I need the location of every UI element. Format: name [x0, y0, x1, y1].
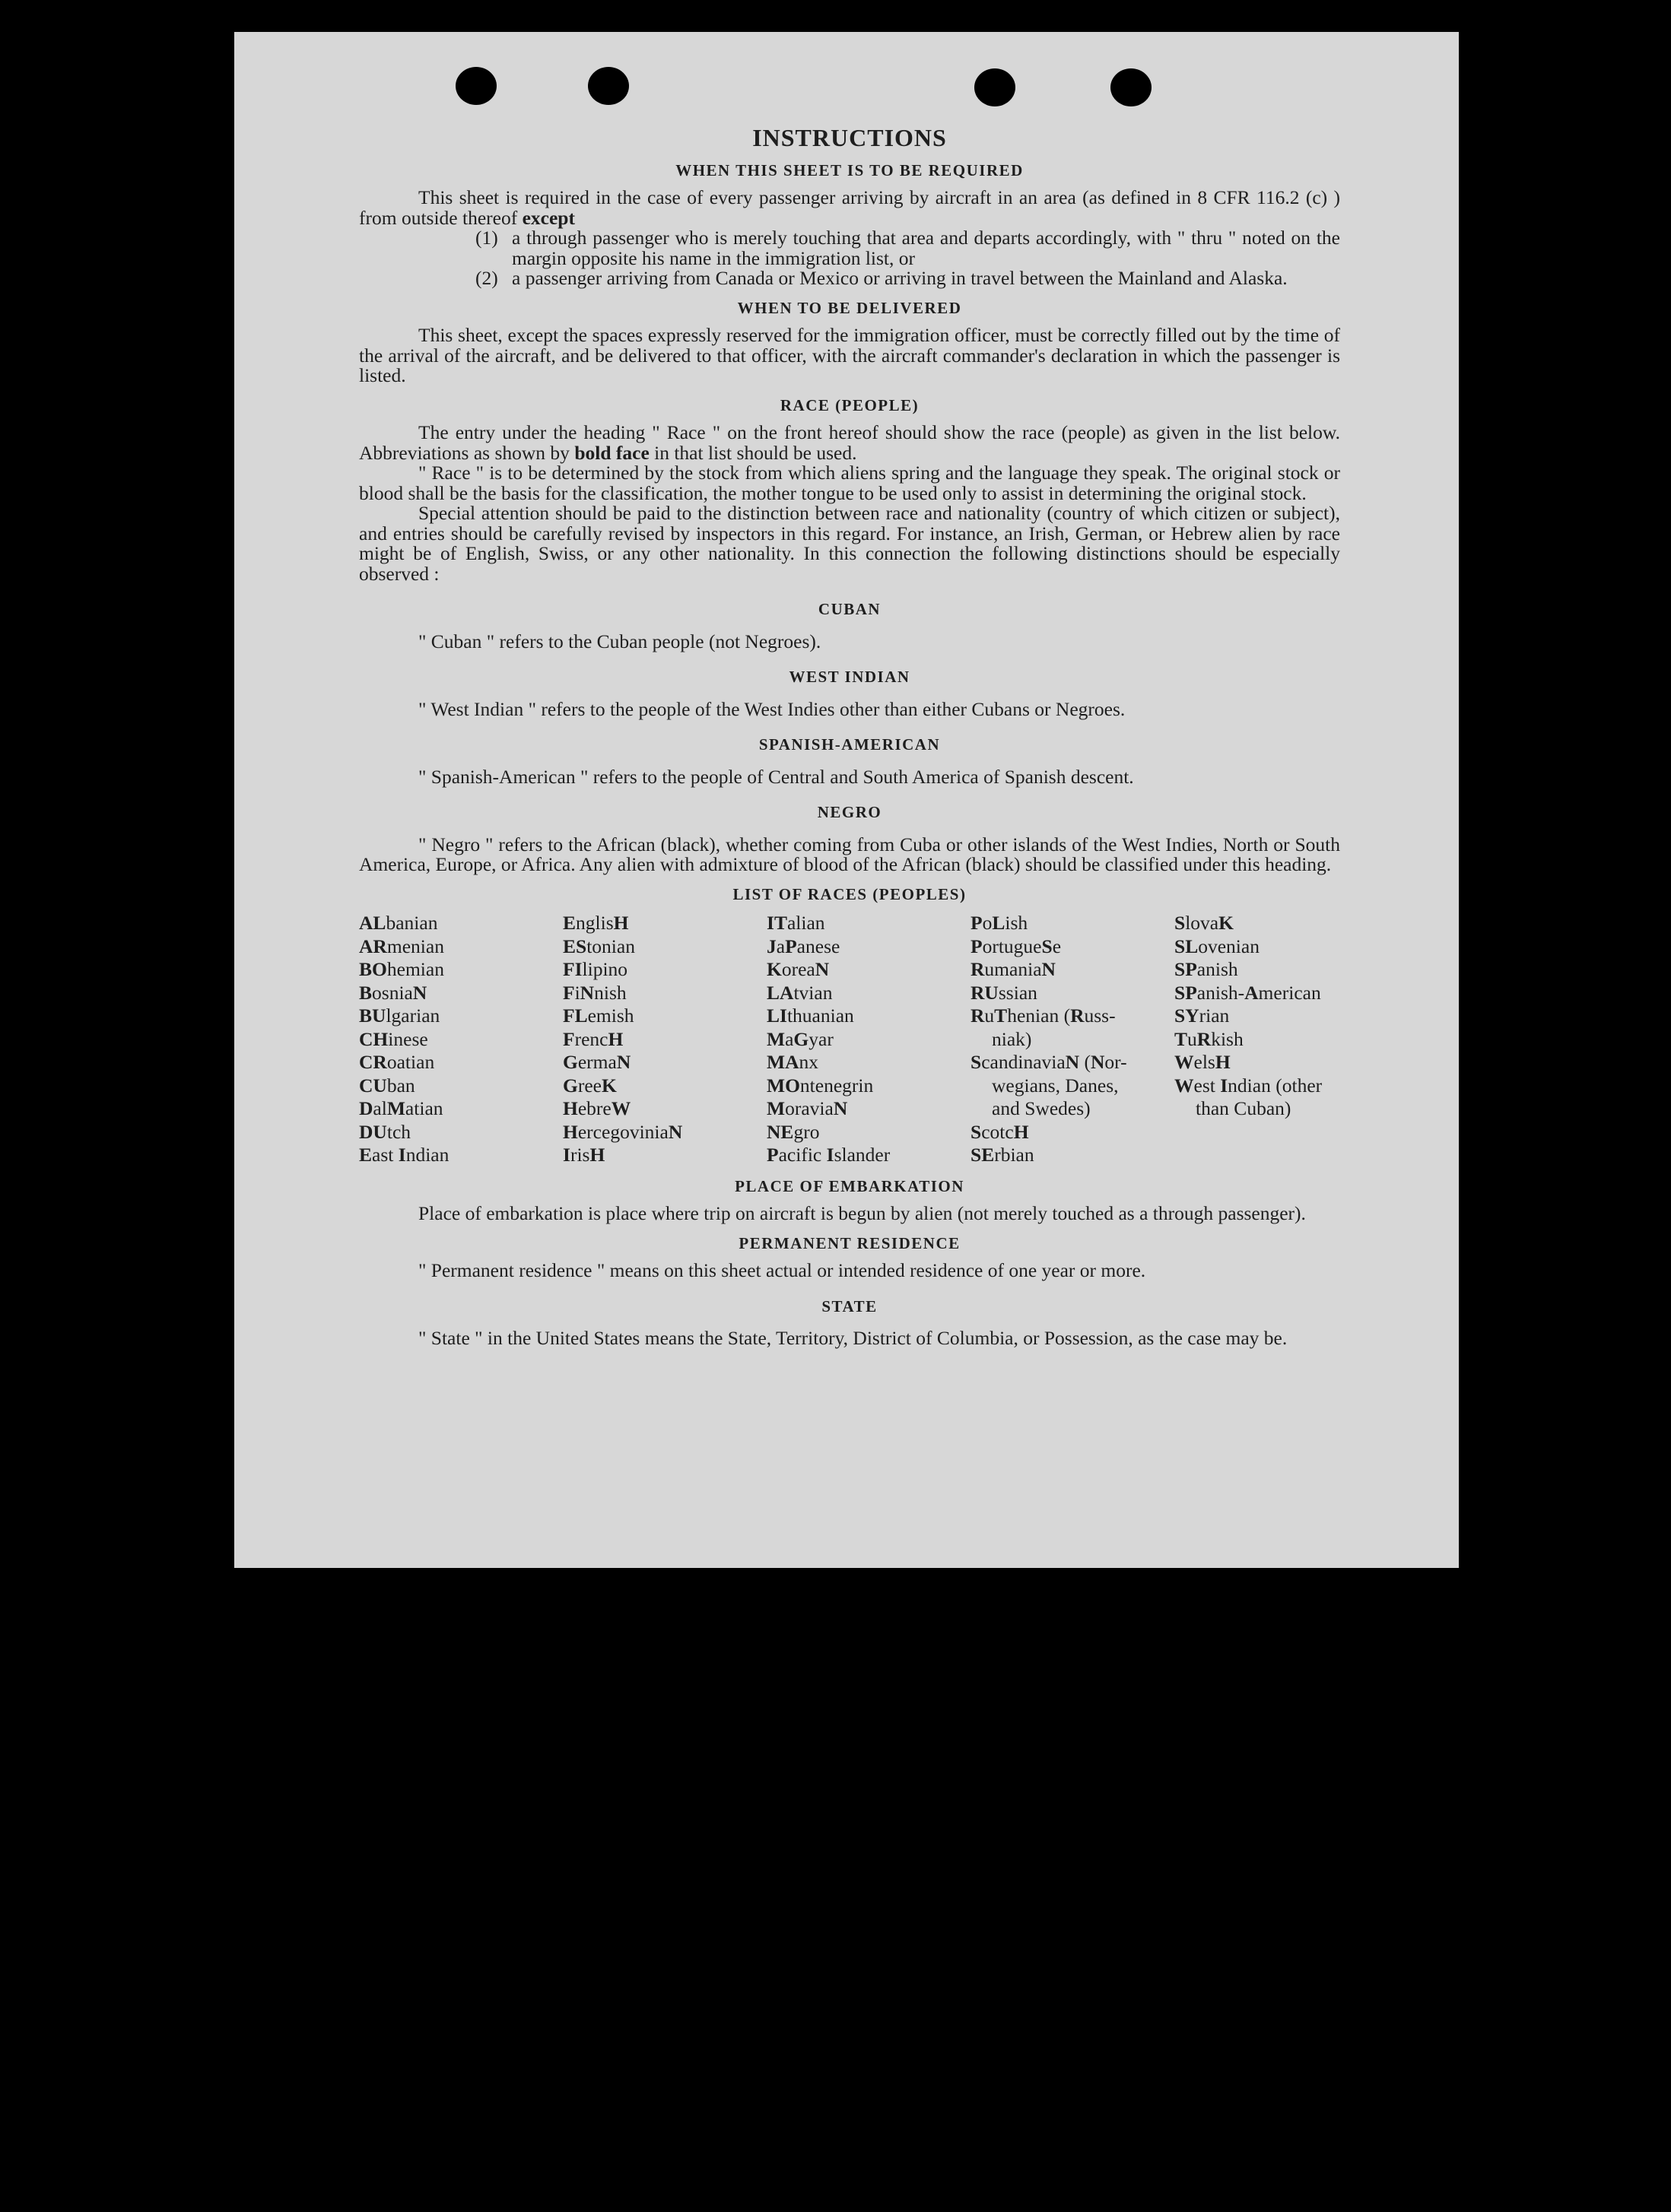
race-entry: EnglisH	[563, 912, 629, 934]
paragraph: " Spanish-American " refers to the people of Central and South America of Spanish descent.	[418, 765, 1134, 788]
section-heading: WEST INDIAN	[789, 668, 910, 686]
races-column	[971, 912, 1174, 1167]
paragraph: Special attention should be paid to the distinction between race and nationality (country of which citizen or subject), and entries should be carefully revised by inspectors in this regard. For instance, an Irish, German, or Hebrew alien by race might be of English, Swiss, or any other nationality. In this connection the following distinctions should be especially observed :	[359, 502, 1340, 585]
race-entry: Pacific Islander	[767, 1144, 891, 1166]
race-entry: BUlgarian	[359, 1004, 440, 1027]
race-entry: than Cuban)	[1196, 1097, 1291, 1119]
race-entry: MoraviaN	[767, 1097, 848, 1119]
section-heading: CUBAN	[818, 600, 882, 618]
section-heading: NEGRO	[817, 803, 882, 821]
races-column	[359, 912, 563, 1167]
race-entry: CHinese	[359, 1027, 428, 1050]
race-entry: HebreW	[563, 1097, 631, 1119]
race-entry: MaGyar	[767, 1027, 834, 1050]
race-entry: ScandinaviaN (Nor-	[971, 1051, 1127, 1073]
race-entry: SPanish	[1174, 958, 1238, 980]
bold-text: except	[522, 206, 575, 229]
race-entry: WelsH	[1174, 1051, 1231, 1073]
race-entry: KoreaN	[767, 958, 830, 980]
section-heading: PERMANENT RESIDENCE	[739, 1233, 961, 1252]
item-number: (2)	[475, 267, 498, 289]
punch-hole	[588, 67, 629, 105]
section-heading: RACE (PEOPLE)	[780, 395, 920, 414]
race-entry: RuThenian (Russ-	[971, 1004, 1116, 1027]
race-entry: East Indian	[359, 1144, 450, 1166]
race-entry: NEgro	[767, 1120, 820, 1143]
paragraph: " Race " is to be determined by the stock from which aliens spring and the language they speak. The original stock or blood shall be the basis for the classification, the mother tongue to be used only to assist in determining the original stock.	[359, 462, 1340, 504]
race-entry: CUban	[359, 1074, 415, 1096]
race-entry: PortugueSe	[971, 935, 1062, 957]
race-entry: ScotcH	[971, 1120, 1029, 1143]
paragraph: " Cuban " refers to the Cuban people (not Negroes).	[418, 630, 821, 652]
list-item	[475, 268, 1340, 289]
race-entry: CRoatian	[359, 1051, 435, 1073]
punch-hole	[456, 67, 497, 105]
item-text: a passenger arriving from Canada or Mexico or arriving in travel between the Mainland and Alaska.	[512, 267, 1288, 289]
race-entry: SPanish-American	[1174, 981, 1321, 1004]
race-entry: RUssian	[971, 981, 1037, 1004]
race-entry: MOntenegrin	[767, 1074, 874, 1096]
race-entry: HercegoviniaN	[563, 1120, 683, 1143]
paragraph-text: The entry under the heading " Race " on the front hereof should show the race (people) as given in the list below. Abbreviations as shown by	[359, 421, 1340, 464]
races-list	[359, 912, 1340, 1167]
race-entry: West Indian (other	[1174, 1074, 1323, 1096]
paragraph: " State " in the United States means the State, Territory, District of Columbia, or Possession, as the case may be.	[418, 1327, 1288, 1349]
race-entry: DalMatian	[359, 1097, 443, 1119]
race-entry: FrencH	[563, 1027, 624, 1050]
race-entry: FLemish	[563, 1004, 634, 1027]
race-entry: SlovaK	[1174, 912, 1234, 934]
races-column	[563, 912, 767, 1167]
race-entry: ALbanian	[359, 912, 438, 934]
paragraph: " West Indian " refers to the people of the West Indies other than either Cubans or Negroes.	[418, 697, 1126, 720]
section-heading: LIST OF RACES (PEOPLES)	[732, 884, 967, 903]
race-entry: SLovenian	[1174, 935, 1260, 957]
section-heading: PLACE OF EMBARKATION	[735, 1176, 964, 1195]
item-text: a through passenger who is merely touching that area and departs accordingly, with " thru " noted on the margin opposite his name in the immigration list, or	[512, 227, 1340, 269]
paragraph: Place of embarkation is place where trip on aircraft is begun by alien (not merely touched as a through passenger).	[418, 1202, 1306, 1224]
section-heading: WHEN THIS SHEET IS TO BE REQUIRED	[675, 160, 1024, 179]
race-entry: FiNnish	[563, 981, 627, 1004]
paragraph: " Negro " refers to the African (black), whether coming from Cuba or other islands of the West Indies, North or South America, Europe, or Africa. Any alien with admixture of blood of the African (black) should be classified under this heading.	[359, 833, 1340, 875]
document-page	[234, 32, 1459, 1568]
paragraph	[359, 423, 1340, 463]
bold-text: bold face	[574, 441, 650, 464]
section-heading: STATE	[821, 1296, 878, 1315]
race-entry: RumaniaN	[971, 958, 1056, 980]
section-heading: WHEN TO BE DELIVERED	[737, 298, 962, 317]
race-entry: BosniaN	[359, 981, 427, 1004]
race-entry: ITalian	[767, 912, 825, 934]
race-entry: BOhemian	[359, 958, 444, 980]
page-title: INSTRUCTIONS	[752, 124, 947, 151]
races-column	[767, 912, 971, 1167]
race-entry: FIlipino	[563, 958, 628, 980]
race-entry: IrisH	[563, 1144, 605, 1166]
race-entry: SYrian	[1174, 1004, 1230, 1027]
race-entry: MAnx	[767, 1051, 818, 1073]
race-entry: EStonian	[563, 935, 635, 957]
punch-hole	[974, 68, 1015, 106]
section-heading: SPANISH-AMERICAN	[758, 735, 941, 754]
race-entry: wegians, Danes,	[992, 1074, 1119, 1096]
paragraph: " Permanent residence " means on this sheet actual or intended residence of one year or more.	[418, 1259, 1146, 1281]
race-entry: TuRkish	[1174, 1027, 1244, 1050]
race-entry: JaPanese	[767, 935, 840, 957]
race-entry: DUtch	[359, 1120, 411, 1143]
item-number: (1)	[475, 227, 498, 249]
race-entry: ARmenian	[359, 935, 444, 957]
race-entry: PoLish	[971, 912, 1028, 934]
paragraph	[359, 188, 1340, 228]
punch-hole	[1110, 68, 1152, 106]
paragraph-text: in that list should be used.	[654, 441, 857, 464]
race-entry: GreeK	[563, 1074, 617, 1096]
race-entry: SErbian	[971, 1144, 1034, 1166]
races-column	[1174, 912, 1340, 1167]
race-entry: niak)	[992, 1027, 1032, 1050]
list-item	[475, 228, 1340, 268]
instructions-text	[359, 124, 1340, 1349]
paragraph: This sheet, except the spaces expressly reserved for the immigration officer, must be correctly filled out by the time of the arrival of the aircraft, and be delivered to that officer, with the aircraft commander's declaration in which the passenger is listed.	[359, 324, 1340, 386]
race-entry: LAtvian	[767, 981, 833, 1004]
race-entry: LIthuanian	[767, 1004, 854, 1027]
race-entry: and Swedes)	[992, 1097, 1091, 1119]
race-entry: GermaN	[563, 1051, 631, 1073]
paragraph-text: This sheet is required in the case of every passenger arriving by aircraft in an area (as defined in 8 CFR 116.2 (c) ) from outside thereof	[359, 186, 1340, 229]
